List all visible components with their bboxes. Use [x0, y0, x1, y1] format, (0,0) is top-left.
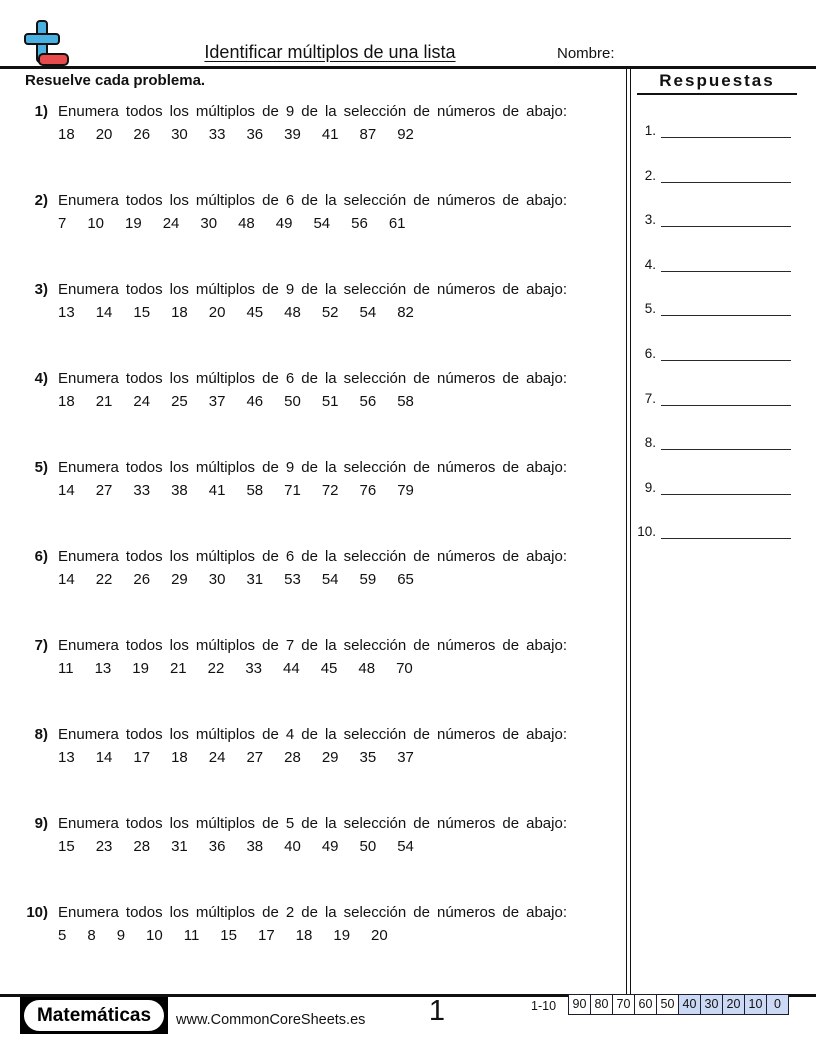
- selection-number: 20: [371, 926, 388, 944]
- selection-number: 37: [208, 392, 226, 410]
- selection-number: 49: [275, 214, 293, 232]
- brand-logo: [20, 997, 168, 1034]
- selection-number: 65: [397, 570, 414, 588]
- selection-number: 38: [171, 481, 188, 499]
- answer-blank-line: [661, 433, 791, 450]
- selection-number: 21: [95, 392, 113, 410]
- selection-number: 33: [208, 125, 226, 143]
- selection-number: 92: [397, 125, 414, 143]
- selection-number: 49: [321, 837, 339, 855]
- selection-number: 39: [284, 125, 301, 143]
- selection-number: 26: [133, 125, 151, 143]
- selection-number: 35: [359, 748, 377, 766]
- answer-number: 2.: [644, 167, 656, 183]
- selection-number: 87: [359, 125, 377, 143]
- selection-number: 18: [295, 926, 313, 944]
- selection-number: 17: [257, 926, 275, 944]
- problem-text: Enumera todos los múltiplos de 9 de la selección de números de abajo:: [58, 281, 567, 298]
- score-cell: 0: [766, 995, 788, 1014]
- answer-blank-line: [661, 299, 791, 316]
- answer-blank-line: [661, 210, 791, 227]
- selection-number: 19: [132, 659, 149, 677]
- score-cell: 70: [612, 995, 634, 1014]
- selection-number: 14: [95, 303, 113, 321]
- selection-number: 44: [283, 659, 300, 677]
- selection-number: 71: [284, 481, 301, 499]
- score-cell: 60: [634, 995, 656, 1014]
- selection-number: 14: [58, 570, 75, 588]
- selection-number: 70: [396, 659, 413, 677]
- selection-number: 37: [397, 748, 414, 766]
- selection-number: 72: [321, 481, 339, 499]
- problem-item: [22, 281, 567, 323]
- selection-number: 51: [321, 392, 339, 410]
- answer-number: 3.: [644, 212, 656, 228]
- selection-number: 46: [246, 392, 264, 410]
- problem-number: 2): [34, 192, 48, 209]
- score-cell: 90: [572, 997, 587, 1011]
- problem-text: Enumera todos los múltiplos de 7 de la selección de números de abajo:: [58, 637, 567, 654]
- selection-number: 59: [359, 570, 377, 588]
- problem-numbers: [58, 660, 567, 679]
- plus-sign-logo-icon: [24, 20, 72, 68]
- problem-text: Enumera todos los múltiplos de 6 de la selección de números de abajo:: [58, 192, 567, 209]
- answer-number: 5.: [644, 301, 656, 317]
- answer-row: [630, 166, 791, 183]
- selection-number: 56: [359, 392, 377, 410]
- selection-number: 11: [183, 926, 200, 944]
- selection-number: 45: [246, 303, 264, 321]
- selection-number: 29: [321, 748, 339, 766]
- selection-number: 13: [58, 748, 75, 766]
- problem-number: 3): [34, 281, 48, 298]
- selection-number: 17: [133, 748, 151, 766]
- answer-blank-line: [661, 255, 791, 272]
- selection-number: 18: [58, 392, 75, 410]
- selection-number: 31: [171, 837, 188, 855]
- problem-numbers: [58, 304, 567, 323]
- selection-number: 54: [397, 837, 414, 855]
- answer-row: [630, 121, 791, 138]
- selection-number: 18: [171, 303, 188, 321]
- answer-row: [630, 299, 791, 316]
- score-table: [568, 994, 789, 1015]
- answer-blank-line: [661, 121, 791, 138]
- website-url: www.CommonCoreSheets.es: [176, 1012, 366, 1028]
- selection-number: 50: [359, 837, 377, 855]
- score-cell: 80: [590, 995, 612, 1014]
- answer-row: [630, 344, 791, 361]
- problem-number: 1): [34, 103, 48, 120]
- answer-number: 8.: [644, 435, 656, 451]
- selection-number: 48: [238, 214, 255, 232]
- selection-number: 8: [87, 926, 96, 944]
- score-cell: 20: [722, 995, 744, 1014]
- problem-text: Enumera todos los múltiplos de 9 de la selección de números de abajo:: [58, 103, 567, 120]
- problem-numbers: [58, 838, 567, 857]
- answer-number: 1.: [644, 123, 656, 138]
- selection-number: 61: [388, 214, 406, 232]
- answer-blank-line: [661, 389, 791, 406]
- selection-number: 54: [313, 214, 331, 232]
- score-cell: 50: [656, 995, 678, 1014]
- selection-number: 25: [171, 392, 188, 410]
- problem-numbers: [58, 749, 567, 768]
- score-range-label: 1-10: [531, 999, 557, 1013]
- answer-blank-line: [661, 522, 791, 539]
- problem-text: Enumera todos los múltiplos de 5 de la selección de números de abajo:: [58, 815, 567, 832]
- selection-number: 10: [146, 926, 163, 944]
- problem-number: 8): [34, 726, 48, 743]
- problem-number: 6): [34, 548, 48, 565]
- problem-numbers: [58, 482, 567, 501]
- problem-text: Enumera todos los múltiplos de 9 de la selección de números de abajo:: [58, 459, 567, 476]
- selection-number: 27: [246, 748, 264, 766]
- answer-row: [630, 389, 791, 406]
- selection-number: 19: [333, 926, 351, 944]
- selection-number: 58: [397, 392, 414, 410]
- answer-row: [630, 478, 791, 495]
- selection-number: 22: [95, 570, 113, 588]
- selection-number: 33: [133, 481, 151, 499]
- problem-numbers: [58, 393, 567, 412]
- selection-number: 28: [133, 837, 151, 855]
- answer-number: 6.: [644, 346, 656, 361]
- selection-number: 18: [171, 748, 188, 766]
- problem-text: Enumera todos los múltiplos de 2 de la selección de números de abajo:: [58, 904, 567, 921]
- selection-number: 41: [321, 125, 339, 143]
- selection-number: 9: [116, 926, 126, 944]
- selection-number: 19: [125, 214, 142, 232]
- problem-item: [22, 637, 567, 679]
- problem-numbers: [58, 215, 567, 234]
- score-cell: 40: [678, 995, 700, 1014]
- answer-number: 9.: [644, 479, 656, 495]
- selection-number: 33: [245, 659, 263, 677]
- selection-number: 29: [171, 570, 188, 588]
- selection-number: 40: [284, 837, 301, 855]
- selection-number: 13: [94, 659, 112, 677]
- selection-number: 54: [321, 570, 339, 588]
- selection-number: 24: [208, 748, 226, 766]
- selection-number: 20: [208, 303, 226, 321]
- name-label: Nombre:: [557, 45, 615, 62]
- selection-number: 18: [58, 125, 75, 143]
- problem-numbers: [58, 126, 567, 145]
- problem-text: Enumera todos los múltiplos de 6 de la selección de números de abajo:: [58, 548, 567, 565]
- answer-blank-line: [661, 478, 791, 495]
- problem-item: [22, 904, 567, 946]
- selection-number: 22: [207, 659, 225, 677]
- answer-number: 4.: [644, 256, 656, 272]
- brand-logo-label: Matemáticas: [24, 1000, 164, 1031]
- selection-number: 15: [220, 926, 237, 944]
- problem-item: [22, 726, 567, 768]
- logo-red-bar: [38, 53, 69, 66]
- selection-number: 30: [200, 214, 218, 232]
- answer-number: 10.: [637, 524, 656, 540]
- answers-panel-title: Respuestas: [637, 71, 797, 95]
- header-divider-line: [0, 66, 816, 69]
- selection-number: 36: [208, 837, 226, 855]
- problem-numbers: [58, 571, 567, 590]
- selection-number: 50: [284, 392, 301, 410]
- selection-number: 54: [359, 303, 377, 321]
- selection-number: 48: [284, 303, 301, 321]
- problem-number: 4): [34, 370, 48, 387]
- selection-number: 14: [58, 481, 75, 499]
- selection-number: 5: [58, 926, 67, 944]
- selection-number: 45: [320, 659, 338, 677]
- selection-number: 15: [133, 303, 151, 321]
- selection-number: 27: [95, 481, 113, 499]
- problem-text: Enumera todos los múltiplos de 6 de la selección de números de abajo:: [58, 370, 567, 387]
- problem-item: [22, 103, 567, 145]
- selection-number: 13: [58, 303, 75, 321]
- selection-number: 24: [162, 214, 180, 232]
- page-title: Identificar múltiplos de una lista: [204, 42, 456, 62]
- selection-number: 24: [133, 392, 151, 410]
- selection-number: 26: [133, 570, 151, 588]
- selection-number: 7: [58, 214, 67, 232]
- answer-row: [630, 255, 791, 272]
- problem-item: [22, 548, 567, 590]
- problem-number: 7): [34, 637, 48, 654]
- selection-number: 28: [284, 748, 301, 766]
- selection-number: 58: [246, 481, 264, 499]
- selection-number: 15: [58, 837, 75, 855]
- selection-number: 52: [321, 303, 339, 321]
- selection-number: 21: [169, 659, 187, 677]
- selection-number: 20: [95, 125, 113, 143]
- answer-row: [630, 522, 791, 539]
- answer-number: 7.: [644, 390, 656, 406]
- selection-number: 11: [58, 659, 74, 677]
- problem-item: [22, 459, 567, 501]
- selection-number: 14: [95, 748, 113, 766]
- selection-number: 76: [359, 481, 377, 499]
- selection-number: 41: [208, 481, 226, 499]
- selection-number: 23: [95, 837, 113, 855]
- logo-plus-horizontal-bar: [24, 33, 60, 45]
- score-cell: 30: [700, 995, 722, 1014]
- selection-number: 48: [358, 659, 376, 677]
- problem-number: 5): [34, 459, 48, 476]
- selection-number: 53: [284, 570, 301, 588]
- selection-number: 38: [246, 837, 264, 855]
- problem-item: [22, 370, 567, 412]
- problem-text: Enumera todos los múltiplos de 4 de la selección de números de abajo:: [58, 726, 567, 743]
- selection-number: 10: [87, 214, 105, 232]
- problem-number: 10): [26, 904, 48, 921]
- problem-numbers: [58, 927, 567, 946]
- selection-number: 36: [246, 125, 264, 143]
- answer-row: [630, 433, 791, 450]
- problem-number: 9): [34, 815, 48, 832]
- selection-number: 30: [171, 125, 188, 143]
- instruction-text: Resuelve cada problema.: [25, 72, 206, 89]
- selection-number: 30: [208, 570, 226, 588]
- selection-number: 56: [351, 214, 368, 232]
- problem-item: [22, 815, 567, 857]
- answer-blank-line: [661, 166, 791, 183]
- selection-number: 82: [397, 303, 414, 321]
- answer-blank-line: [661, 344, 791, 361]
- selection-number: 79: [397, 481, 414, 499]
- problem-item: [22, 192, 567, 234]
- answer-row: [630, 210, 791, 227]
- selection-number: 31: [246, 570, 264, 588]
- score-cell: 10: [744, 995, 766, 1014]
- page-number: 1: [428, 995, 446, 1027]
